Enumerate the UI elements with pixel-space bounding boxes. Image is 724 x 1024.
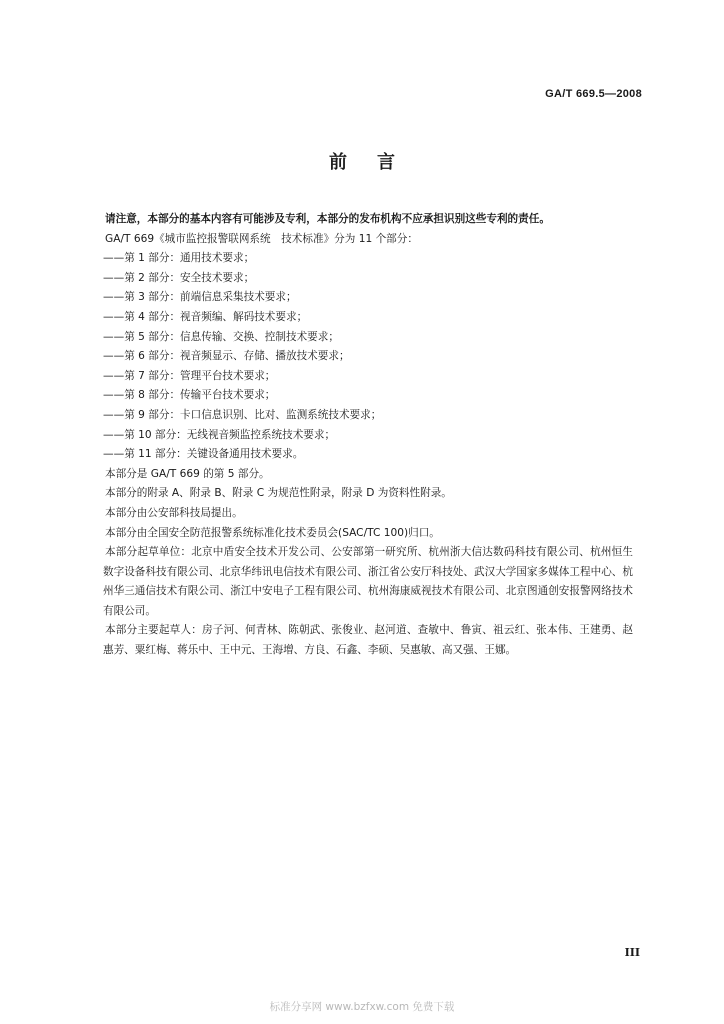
part-item: ——第 11 部分：关键设备通用技术要求。 <box>103 448 304 461</box>
appendix-note: 本部分的附录 A、附录 B、附录 C 为规范性附录，附录 D 为资料性附录。 <box>105 487 452 500</box>
part-item: ——第 7 部分：管理平台技术要求； <box>103 369 276 382</box>
part-item: ——第 6 部分：视音频显示、存储、播放技术要求； <box>103 350 350 363</box>
patent-notice: 请注意，本部分的基本内容有可能涉及专利，本部分的发布机构不应承担识别这些专利的责任。 <box>105 213 550 225</box>
standard-code: GA/T 669.5—2008 <box>545 88 642 100</box>
part-item: ——第 4 部分：视音频编、解码技术要求； <box>103 310 308 323</box>
drafters: 本部分主要起草人：房子河、何青林、陈朝武、张俊业、赵河道、查敏中、鲁寅、祖云红、张本伟、王建勇、赵惠芳、粟红梅、蒋乐中、王中元、王海增、方良、石鑫、李硕、吴惠敏、高又强、王娜。 <box>103 624 633 657</box>
part-item: ——第 3 部分：前端信息采集技术要求； <box>103 291 297 304</box>
watermark-text: 标准分享网 www.bzfxw.com 免费下载 <box>269 1001 455 1013</box>
part-item: ——第 2 部分：安全技术要求； <box>103 271 255 284</box>
this-part-statement: 本部分是 GA/T 669 的第 5 部分。 <box>105 467 270 480</box>
part-item: ——第 8 部分：传输平台技术要求； <box>103 389 276 402</box>
foreword-body <box>103 210 633 661</box>
page-number: III <box>624 946 640 959</box>
part-item: ——第 1 部分：通用技术要求； <box>103 252 255 265</box>
part-item: ——第 5 部分：信息传输、交换、控制技术要求； <box>103 330 339 343</box>
parts-list <box>103 249 633 465</box>
series-intro: GA/T 669《城市监控报警联网系统 技术标准》分为 11 个部分： <box>105 232 418 245</box>
part-item: ——第 10 部分：无线视音频监控系统技术要求； <box>103 428 336 441</box>
proposed-by: 本部分由公安部科技局提出。 <box>105 506 243 519</box>
part-item: ——第 9 部分：卡口信息识别、比对、监测系统技术要求； <box>103 408 382 421</box>
drafting-units: 本部分起草单位：北京中盾安全技术开发公司、公安部第一研究所、杭州浙大信达数码科技有限公司、杭州恒生数字设备科技有限公司、北京华纬讯电信技术有限公司、浙江省公安厅科技处、武汉大学国家多媒体工程中心、杭州华三通信技术有限公司、浙江中安电子工程有限公司、杭州海康威视技术有限公司、北京图通创安报警网络技术有限公司。 <box>103 546 633 617</box>
centralized-by: 本部分由全国安全防范报警系统标准化技术委员会(SAC/TC 100)归口。 <box>105 526 440 539</box>
page-title: 前言 <box>329 152 425 173</box>
